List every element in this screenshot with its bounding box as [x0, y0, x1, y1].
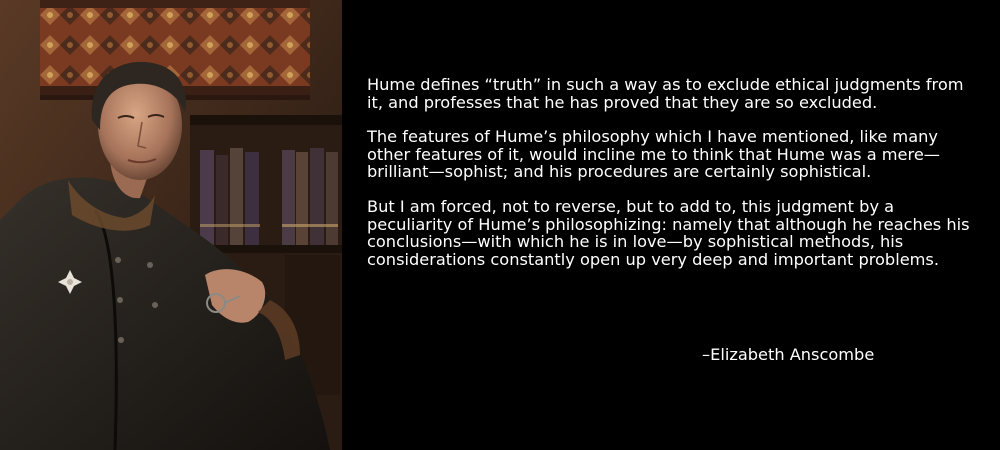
portrait-painting — [0, 0, 342, 450]
quote-text — [367, 76, 982, 285]
quote-attribution: –Elizabeth Anscombe — [702, 345, 875, 364]
quote-paragraph: But I am forced, not to reverse, but to add to, this judgment by a peculiarity of Hume’s philosophizing: namely that although he reaches his conclusions—with which he is in love—by sophistical methods, his considerations constantly open up very deep and important problems. — [367, 196, 970, 269]
quote-paragraph: The features of Hume’s philosophy which I have mentioned, like many other features of it, would incline me to think that Hume was a mere—brilliant—sophist; and his procedures are certainly sophistical. — [367, 127, 940, 182]
quote-paragraph: Hume defines “truth” in such a way as to exclude ethical judgments from it, and professes that he has proved that they are so excluded. — [367, 75, 964, 112]
